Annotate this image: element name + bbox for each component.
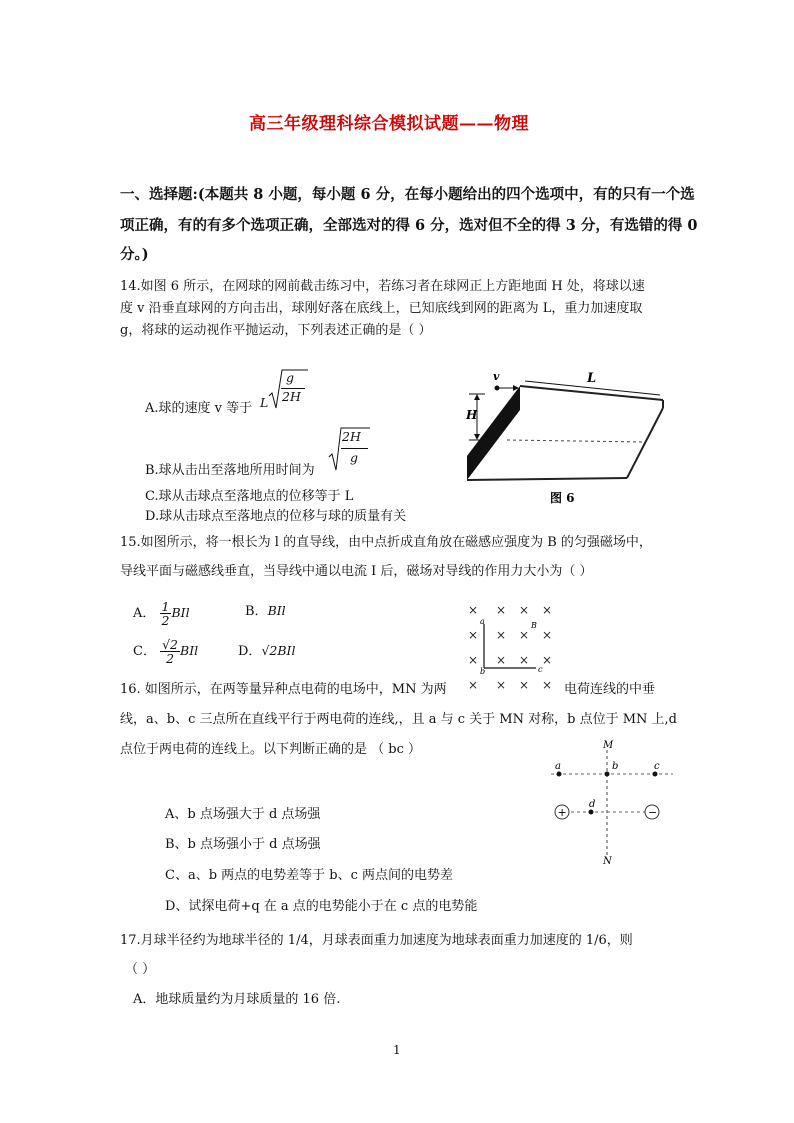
q15-option-b-label: B． (245, 604, 268, 619)
q15-option-a-frac (160, 600, 172, 627)
q15-option-d-label: D． (238, 644, 262, 659)
field-cross: × (542, 653, 553, 667)
q17-stem-line1: 17.月球半径约为地球半径的 1/4，月球表面重力加速度为地球表面重力加速度的 1/6，则 (120, 933, 633, 948)
field-cross: × (496, 678, 507, 692)
q15-stem-line1: 15.如图所示，将一根长为 l 的直导线，由中点折成直角放在磁感应强度为 B 的匀强磁场中， (120, 535, 652, 550)
q15-option-a (133, 600, 190, 627)
q14-option-a-den: 2H (282, 389, 301, 404)
q17-option-a: A．地球质量约为月球质量的 16 倍. (133, 992, 341, 1007)
electric-field-figure (545, 736, 680, 868)
label-c: c (654, 761, 660, 772)
magnetic-field-figure (462, 600, 562, 700)
point-a-dot (557, 772, 562, 777)
frac-num: √2 (162, 637, 179, 652)
frac-den: 2 (166, 651, 175, 667)
point-c: c (538, 665, 543, 674)
field-cross: × (519, 628, 530, 642)
net-wall (467, 386, 520, 480)
q14-option-b-num: 2H (342, 429, 361, 444)
field-label-B: B (531, 621, 537, 630)
q14-option-b: B.球从击出至落地所用时间为 (145, 463, 315, 478)
q16-stem-line1: 16. 如图所示，在两等量异种点电荷的电场中，MN 为两 (120, 682, 447, 697)
q14-option-a-coef: L (260, 395, 269, 410)
field-cross: × (496, 603, 507, 617)
field-cross: × (542, 678, 553, 692)
field-cross: × (468, 603, 479, 617)
field-cross: × (519, 653, 530, 667)
plus-sign: + (557, 806, 567, 819)
q15-option-a-label: A． (133, 606, 156, 622)
label-a: a (555, 761, 561, 772)
label-N: N (603, 856, 612, 867)
field-cross: × (496, 653, 507, 667)
section-heading-line2: 项正确，有的有多个选项正确，全部选对的得 6 分，选对但不全的得 3 分，有选错的得 0 (120, 217, 698, 234)
minus-sign: − (648, 806, 658, 819)
q14-option-b-den: g (350, 450, 359, 465)
q14-option-c: C.球从击球点至落地点的位移等于 L (145, 489, 354, 504)
q15-option-a-tail: BIl (171, 605, 190, 621)
label-H: H (466, 408, 478, 422)
figure-caption: 图 6 (550, 491, 575, 505)
q15-option-d-val: √2BIl (261, 643, 296, 658)
fraction-bar (341, 448, 368, 449)
label-b: b (612, 761, 619, 772)
q16-stem-line3: 点位于两电荷的连线上。以下判断正确的是 （ bc ） (120, 742, 421, 757)
q16-stem-line2: 线，a、b、c 三点所在直线平行于两电荷的连线,，且 a 与 c 关于 MN 对称，b 点位于 MN 上,d (120, 712, 677, 727)
field-cross: × (519, 603, 530, 617)
q14-stem-line1: 14.如图 6 所示，在网球的网前截击练习中，若练习者在球网正上方距地面 H 处，将球以速 (120, 279, 645, 294)
figure-6-tennis-court (455, 368, 675, 510)
q16-option-a: A、b 点场强大于 d 点场强 (165, 807, 321, 822)
q14-option-b-formula (328, 426, 372, 474)
q15-option-b (245, 600, 286, 619)
point-c-dot (653, 772, 658, 777)
field-cross: × (542, 603, 553, 617)
q16-option-c: C、a、b 两点的电势差等于 b、c 两点间的电势差 (165, 868, 454, 883)
q15-option-b-val: BIl (267, 603, 286, 618)
point-d-dot (589, 810, 594, 815)
q15-stem-line2: 导线平面与磁感线垂直，当导线中通以电流 I 后，磁场对导线的作用力大小为（ ） (120, 564, 593, 579)
q15-option-d (238, 640, 295, 659)
q16-stem-line1-tail: 电荷连线的中垂 (564, 682, 656, 697)
q15-option-c-label: C． (133, 644, 156, 660)
q14-stem-line3: g，将球的运动视作平抛运动，下列表述正确的是（ ） (120, 323, 432, 338)
field-cross: × (496, 628, 507, 642)
label-L: L (587, 371, 597, 386)
page-title: 高三年级理科综合模拟试题——物理 (249, 114, 529, 134)
q15-option-c-frac (160, 638, 180, 665)
q14-stem-line2: 度 v 沿垂直球网的方向击出，球刚好落在底线上，已知底线到网的距离为 L，重力加速度取 (120, 301, 643, 316)
q17-stem-line2: （ ） (125, 962, 156, 977)
field-cross: × (542, 628, 553, 642)
q14-option-a-text: A.球的速度 v 等于 (145, 401, 253, 416)
point-a: a (480, 617, 485, 626)
q16-option-d: D、试探电荷+q 在 a 点的电势能小于在 c 点的电势能 (165, 899, 478, 914)
frac-den: 2 (161, 613, 170, 629)
label-M: M (603, 740, 614, 751)
q14-option-a (145, 397, 252, 416)
page-number: 1 (393, 1043, 401, 1057)
label-v: v (493, 370, 500, 383)
frac-num: 1 (161, 599, 170, 614)
field-cross: × (468, 628, 479, 642)
q16-option-b: B、b 点场强小于 d 点场强 (165, 837, 321, 852)
point-b: b (480, 667, 486, 676)
q14-option-a-formula (258, 368, 308, 412)
section-heading-line3: 分。) (120, 246, 149, 263)
q14-option-d: D.球从击球点至落地点的位移与球的质量有关 (145, 509, 407, 524)
q14-option-a-num: g (286, 370, 295, 385)
point-b-dot (605, 772, 610, 777)
section-heading-line1: 一、选择题:(本题共 8 小题，每小题 6 分，在每小题给出的四个选项中，有的只有一个选 (120, 186, 695, 203)
q15-option-c (133, 638, 198, 665)
label-d: d (589, 799, 596, 810)
field-cross: × (468, 678, 479, 692)
field-cross: × (519, 678, 530, 692)
field-cross: × (468, 653, 479, 667)
q15-option-c-tail: BIl (180, 643, 199, 659)
